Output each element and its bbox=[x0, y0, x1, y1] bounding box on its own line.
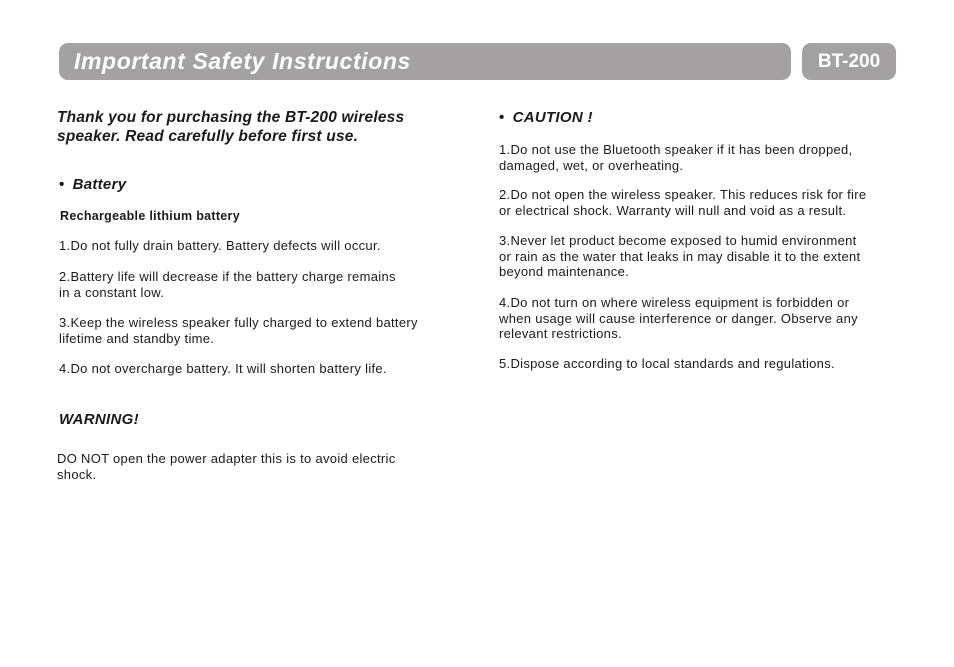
intro-text: Thank you for purchasing the BT-200 wireless speaker. Read carefully before first use. bbox=[57, 109, 405, 145]
bullet-icon: • bbox=[59, 176, 65, 193]
battery-item-2: 2.Battery life will decrease if the battery charge remains in a constant low. bbox=[59, 269, 396, 300]
caution-heading bbox=[499, 109, 593, 126]
bullet-icon: • bbox=[499, 109, 505, 126]
battery-item-4: 4.Do not overcharge battery. It will shorten battery life. bbox=[59, 361, 387, 376]
battery-item-1: 1.Do not fully drain battery. Battery defects will occur. bbox=[59, 238, 381, 253]
caution-item-3: 3.Never let product become exposed to humid environment or rain as the water that leaks in may disable it to the extent beyond maintenance. bbox=[499, 233, 861, 279]
caution-item-1: 1.Do not use the Bluetooth speaker if it has been dropped, damaged, wet, or overheating. bbox=[499, 142, 853, 173]
warning-heading: WARNING! bbox=[59, 411, 139, 428]
page-title: Important Safety Instructions bbox=[74, 48, 411, 74]
model-label: BT-200 bbox=[817, 51, 881, 72]
caution-heading-label: CAUTION ! bbox=[512, 109, 593, 126]
battery-heading bbox=[59, 176, 126, 193]
caution-item-4: 4.Do not turn on where wireless equipment is forbidden or when usage will cause interference or danger. Observe any relevant restrictions. bbox=[499, 295, 858, 341]
caution-item-5: 5.Dispose according to local standards and regulations. bbox=[499, 356, 835, 371]
caution-item-2: 2.Do not open the wireless speaker. This reduces risk for fire or electrical shock. Warranty will null and void as a result. bbox=[499, 187, 867, 218]
warning-text: DO NOT open the power adapter this is to avoid electric shock. bbox=[57, 451, 396, 482]
battery-item-3: 3.Keep the wireless speaker fully charged to extend battery lifetime and standby time. bbox=[59, 315, 418, 346]
battery-heading-label: Battery bbox=[72, 176, 127, 193]
battery-subheading: Rechargeable lithium battery bbox=[60, 209, 240, 223]
title-bar bbox=[59, 43, 791, 80]
model-badge bbox=[802, 43, 896, 80]
